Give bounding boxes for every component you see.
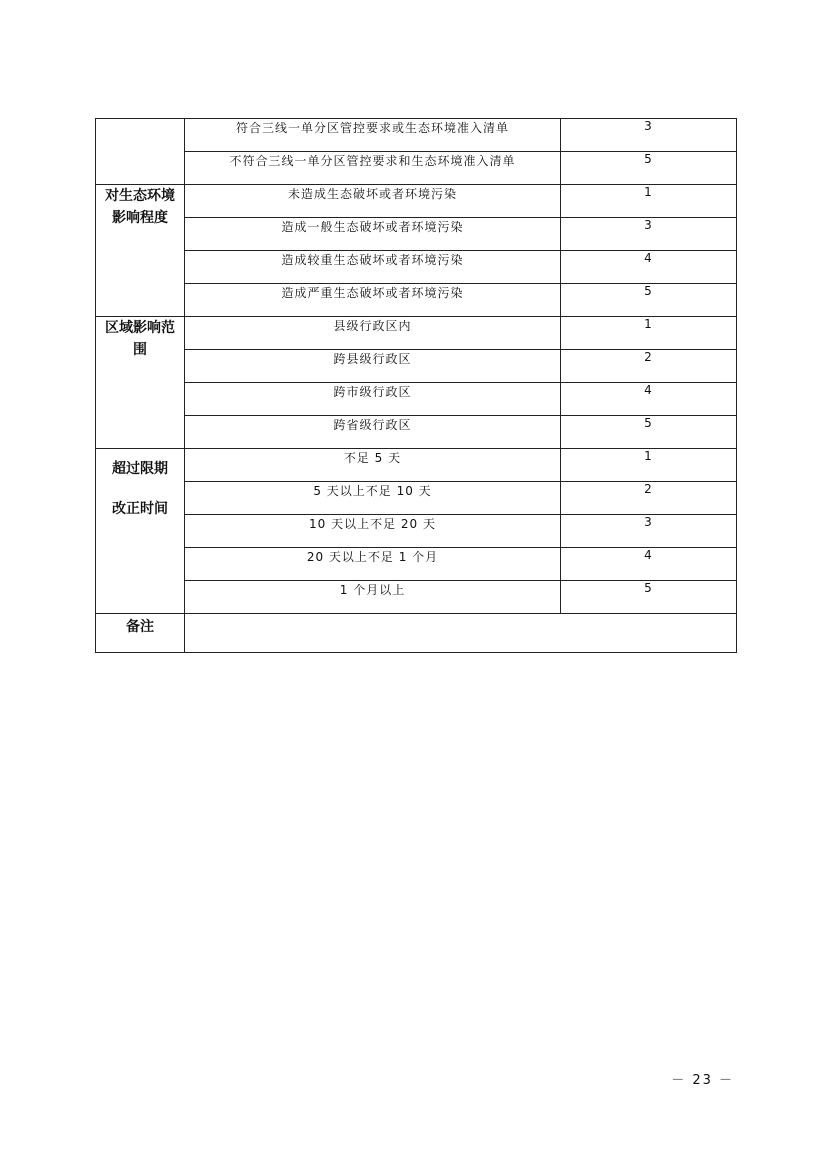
row-description: 造成较重生态破坏或者环境污染 — [185, 251, 561, 284]
row-score: 2 — [561, 482, 737, 515]
row-score: 4 — [561, 548, 737, 581]
table-row — [96, 317, 737, 350]
criterion-cell-empty — [96, 119, 185, 185]
criterion-overdue-correction — [96, 449, 185, 614]
row-description: 1 个月以上 — [185, 581, 561, 614]
row-score: 2 — [561, 350, 737, 383]
remark-value — [185, 614, 737, 653]
remark-row — [96, 614, 737, 653]
table-row — [96, 515, 737, 548]
row-description: 20 天以上不足 1 个月 — [185, 548, 561, 581]
table-row — [96, 482, 737, 515]
table-row — [96, 449, 737, 482]
table-row — [96, 383, 737, 416]
criterion-label-line1: 超过限期 — [112, 461, 168, 477]
criterion-label-line2: 围 — [133, 342, 147, 358]
row-score: 5 — [561, 152, 737, 185]
row-description: 10 天以上不足 20 天 — [185, 515, 561, 548]
criterion-label-line1: 区域影响范 — [105, 320, 175, 336]
table-row — [96, 218, 737, 251]
table-row — [96, 152, 737, 185]
table-row — [96, 350, 737, 383]
row-score: 3 — [561, 218, 737, 251]
row-description: 跨省级行政区 — [185, 416, 561, 449]
table-row — [96, 416, 737, 449]
row-score: 1 — [561, 185, 737, 218]
row-score: 4 — [561, 383, 737, 416]
table-row — [96, 119, 737, 152]
row-description: 不符合三线一单分区管控要求和生态环境准入清单 — [185, 152, 561, 185]
row-score: 5 — [561, 284, 737, 317]
criterion-label-line2: 影响程度 — [112, 210, 168, 226]
row-description: 不足 5 天 — [185, 449, 561, 482]
row-description: 跨市级行政区 — [185, 383, 561, 416]
row-description: 5 天以上不足 10 天 — [185, 482, 561, 515]
remark-label: 备注 — [96, 614, 185, 653]
row-score: 5 — [561, 581, 737, 614]
criterion-ecological-impact — [96, 185, 185, 317]
criterion-regional-scope — [96, 317, 185, 449]
row-score: 5 — [561, 416, 737, 449]
row-score: 1 — [561, 317, 737, 350]
row-description: 县级行政区内 — [185, 317, 561, 350]
row-description: 未造成生态破坏或者环境污染 — [185, 185, 561, 218]
criterion-label-line1: 对生态环境 — [105, 188, 175, 204]
row-score: 1 — [561, 449, 737, 482]
table-row — [96, 548, 737, 581]
row-score: 3 — [561, 119, 737, 152]
row-description: 符合三线一单分区管控要求或生态环境准入清单 — [185, 119, 561, 152]
row-description: 造成严重生态破坏或者环境污染 — [185, 284, 561, 317]
criterion-label-line2: 改正时间 — [112, 501, 168, 517]
scoring-table — [95, 118, 737, 653]
table-row — [96, 284, 737, 317]
row-score: 3 — [561, 515, 737, 548]
row-score: 4 — [561, 251, 737, 284]
table-row — [96, 251, 737, 284]
page-number: － 23 － — [671, 1073, 734, 1088]
row-description: 造成一般生态破坏或者环境污染 — [185, 218, 561, 251]
table-row — [96, 581, 737, 614]
table-row — [96, 185, 737, 218]
row-description: 跨县级行政区 — [185, 350, 561, 383]
